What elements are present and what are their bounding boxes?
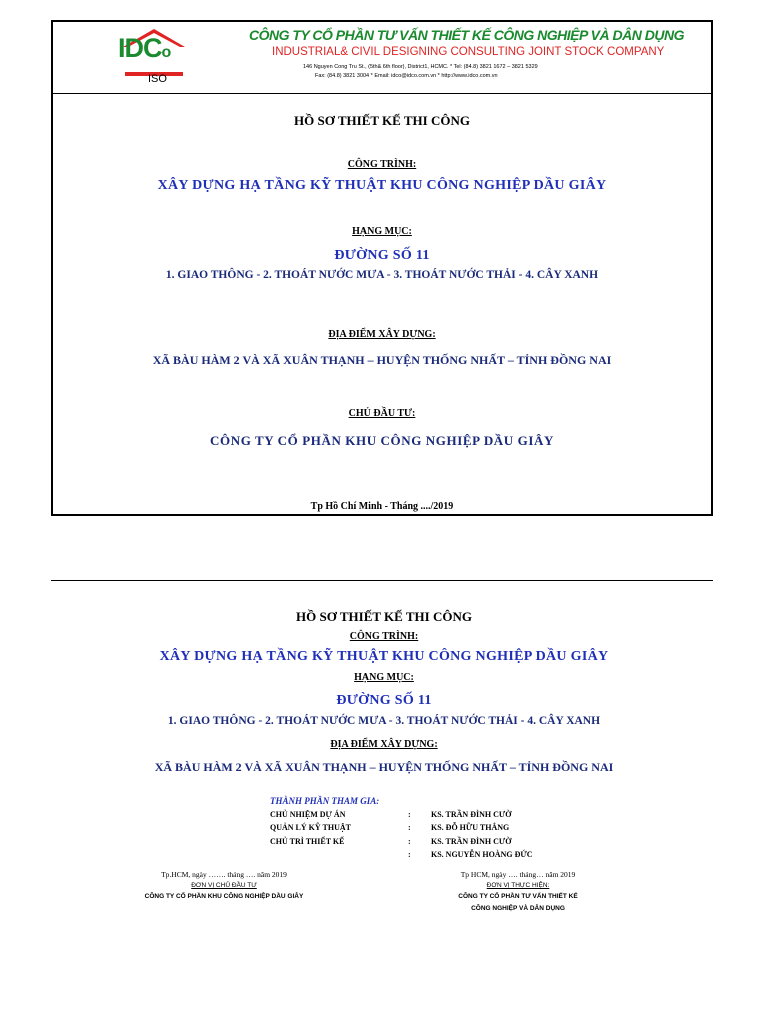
page2-location: XÃ BÀU HÀM 2 VÀ XÃ XUÂN THẠNH – HUYỆN THỐNG NHẤT – TỈNH ĐỒNG NAI: [154, 760, 614, 774]
participant-sep: :: [408, 810, 411, 819]
location-label: ĐỊA ĐIỂM XÂY DỰNG:: [328, 329, 436, 340]
participants-title: THÀNH PHẦN THAM GIA:: [270, 796, 380, 806]
participant-person: KS. NGUYỄN HOÀNG ĐỨC: [431, 850, 533, 859]
company-name-vn: CÔNG TY CỔ PHẦN TƯ VẤN THIẾT KẾ CÔNG NGHIỆP VÀ DÂN DỤNG: [249, 27, 684, 43]
participant-person: KS. TRẦN ĐÌNH CƯỜ: [431, 810, 512, 819]
sign-right-label: ĐƠN VỊ THỰC HIỆN:: [486, 882, 550, 889]
item-name: ĐƯỜNG SỐ 11: [334, 248, 430, 263]
participant-role: CHỦ TRÌ THIẾT KẾ: [270, 837, 345, 846]
page2-item-list: 1. GIAO THÔNG - 2. THOÁT NƯỚC MƯA - 3. THOÁT NƯỚC THẢI - 4. CÂY XANH: [167, 715, 601, 727]
page2-project-label: CÔNG TRÌNH:: [349, 631, 419, 642]
project-label: CÔNG TRÌNH:: [347, 159, 417, 170]
header-divider: [53, 93, 711, 94]
participant-person: KS. TRẦN ĐÌNH CƯỜ: [431, 837, 512, 846]
participant-sep: :: [408, 823, 411, 832]
participant-sep: :: [408, 837, 411, 846]
company-name-en: INDUSTRIAL& CIVIL DESIGNING CONSULTING JOINT STOCK COMPANY: [272, 46, 665, 58]
logo-iso: ISO: [148, 73, 167, 85]
page2-project-name: XÂY DỰNG HẠ TẦNG KỸ THUẬT KHU CÔNG NGHIỆP DẦU GIÂY: [159, 649, 609, 664]
page2-top-rule: [51, 580, 713, 581]
company-contact: Fax: (84.8) 3821 3004 * Email: idco@idco.com.vn * http://www.idco.com.vn: [315, 73, 498, 79]
location: XÃ BÀU HÀM 2 VÀ XÃ XUÂN THẠNH – HUYỆN THỐNG NHẤT – TỈNH ĐỒNG NAI: [152, 353, 612, 367]
item-list: 1. GIAO THÔNG - 2. THOÁT NƯỚC MƯA - 3. THOÁT NƯỚC THẢI - 4. CÂY XANH: [165, 269, 599, 281]
page2-location-label: ĐỊA ĐIỂM XÂY DỰNG:: [330, 739, 438, 750]
participant-person: KS. ĐỖ HỮU THẮNG: [431, 823, 510, 832]
sign-left-org: CÔNG TY CỔ PHẦN KHU CÔNG NGHIỆP DẦU GIÂY: [144, 893, 304, 900]
sign-right-org-line1: CÔNG TY CỔ PHẦN TƯ VẤN THIẾT KẾ: [458, 893, 578, 900]
doc-title: HỒ SƠ THIẾT KẾ THI CÔNG: [294, 113, 470, 128]
sign-right-org-line2: CÔNG NGHIỆP VÀ DÂN DỤNG: [471, 905, 565, 912]
page2-doc-title: HỒ SƠ THIẾT KẾ THI CÔNG: [296, 609, 472, 624]
company-address: 146 Nguyen Cong Tru St., (5th& 6th floor), District1, HCMC. * Tel: (84.8) 3821 1672 – 3821 5329: [303, 64, 538, 70]
sign-left-date: Tp.HCM, ngày ……. tháng …. năm 2019: [161, 870, 287, 879]
participant-sep: :: [408, 850, 411, 859]
owner: CÔNG TY CỔ PHẦN KHU CÔNG NGHIỆP DẦU GIÂY: [210, 433, 554, 448]
date-line: Tp Hồ Chí Minh - Tháng ..../2019: [310, 501, 454, 512]
page2-item-label: HẠNG MỤC:: [354, 672, 414, 683]
project-name: XÂY DỰNG HẠ TẦNG KỸ THUẬT KHU CÔNG NGHIỆP DẦU GIÂY: [157, 178, 607, 193]
sign-right-date: Tp HCM, ngày …. tháng… năm 2019: [460, 870, 576, 879]
participant-role: CHỦ NHIỆM DỰ ÁN: [270, 810, 346, 819]
sign-left-label: ĐƠN VỊ CHỦ ĐẦU TƯ: [191, 882, 257, 889]
item-label: HẠNG MỤC:: [352, 226, 412, 237]
participant-role: QUẢN LÝ KỸ THUẬT: [270, 823, 351, 832]
owner-label: CHỦ ĐẦU TƯ:: [348, 408, 416, 419]
page2-item-name: ĐƯỜNG SỐ 11: [336, 693, 432, 708]
logo-wordmark: IDCo: [118, 33, 171, 63]
cover-frame: [51, 20, 713, 516]
